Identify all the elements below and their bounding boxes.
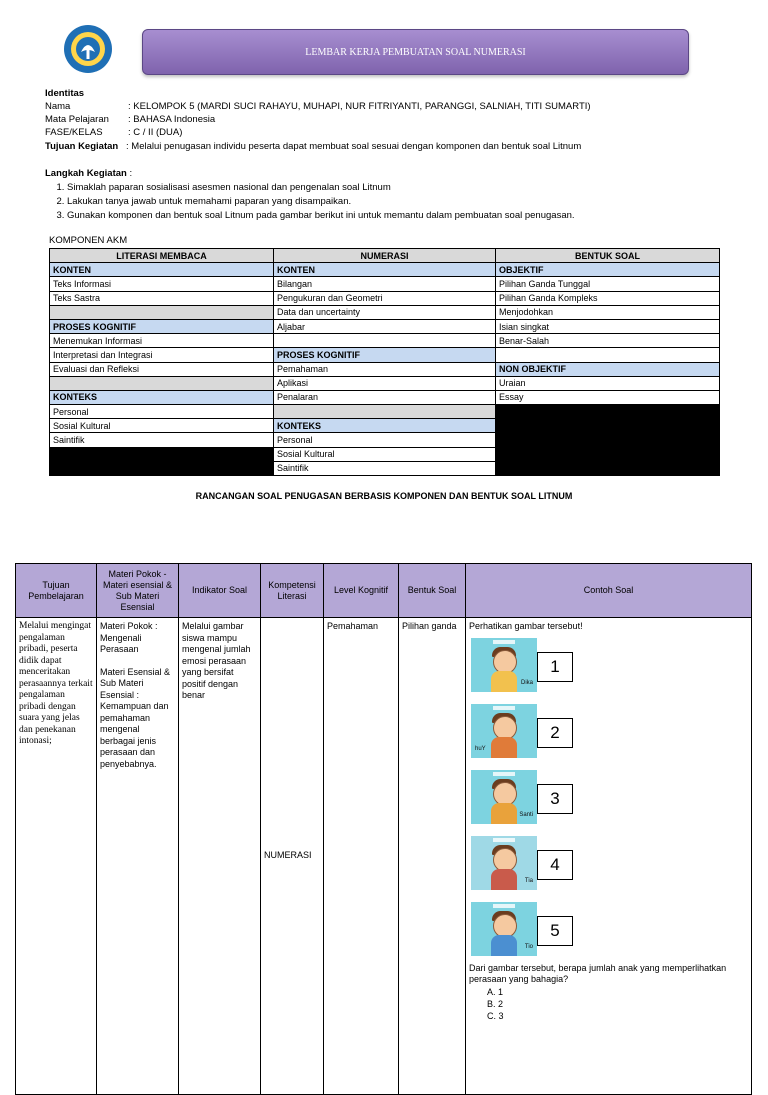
akm-components-table [49, 248, 720, 476]
table-row [50, 447, 720, 461]
table-header-row [50, 249, 720, 263]
table-row [50, 263, 720, 277]
table-cell: Aljabar [274, 319, 496, 333]
table-cell: Evaluasi dan Refleksi [50, 362, 274, 376]
table-row [50, 319, 720, 333]
field-value-fase: : C / II (DUA) [128, 127, 183, 138]
table-cell: Pengukuran dan Geometri [274, 291, 496, 305]
table-cell: Saintifik [274, 461, 496, 475]
answer-option: B. 2 [487, 998, 504, 1009]
table-row [50, 348, 720, 362]
shirt [491, 869, 517, 890]
col-header-numerasi: NUMERASI [274, 249, 496, 263]
table-cell: Pilihan Ganda Kompleks [496, 291, 720, 305]
col-header-contoh: Contoh Soal [466, 564, 752, 618]
table-cell [50, 305, 274, 319]
table-cell: OBJEKTIF [496, 263, 720, 277]
field-value-mapel: : BAHASA Indonesia [128, 114, 216, 125]
table-cell: Personal [50, 405, 274, 419]
child-name: Tia [524, 878, 533, 884]
picture-item-4 [471, 836, 537, 890]
table-cell: KONTEN [274, 263, 496, 277]
table-cell: Pilihan Ganda Tunggal [496, 277, 720, 291]
materi-cell [97, 618, 179, 1095]
shirt [491, 737, 517, 758]
materi-pokok: Materi Pokok : Mengenali Perasaan [100, 621, 158, 654]
col-header-tujuan: Tujuan Pembelajaran [16, 564, 97, 618]
worksheet-title-banner [142, 29, 689, 75]
child-name: huY [475, 746, 486, 752]
field-value-nama: : KELOMPOK 5 (MARDI SUCI RAHAYU, MUHAPI, NUR FITRIYANTI, PARANGGI, SALNIAH, TITI SUMARTI) [128, 101, 591, 112]
answer-option: A. 1 [487, 986, 504, 997]
shirt [491, 935, 517, 956]
identitas-heading: Identitas [45, 88, 85, 99]
table-cell [274, 405, 496, 419]
shirt [491, 803, 517, 824]
table-cell: Interpretasi dan Integrasi [50, 348, 274, 362]
rancangan-title: RANCANGAN SOAL PENUGASAN BERBASIS KOMPONEN DAN BENTUK SOAL LITNUM [195, 491, 573, 501]
table-cell: Aplikasi [274, 376, 496, 390]
col-header-bentuk: Bentuk Soal [399, 564, 466, 618]
field-label-nama: Nama [45, 101, 71, 112]
table-row [50, 305, 720, 319]
col-header-materi: Materi Pokok - Materi esensial & Sub Materi Esensial [97, 564, 179, 618]
table-cell: Menemukan Informasi [50, 334, 274, 348]
table-row [50, 362, 720, 376]
table-cell: Penalaran [274, 390, 496, 404]
table-cell: Isian singkat [496, 319, 720, 333]
table-cell [50, 447, 274, 461]
col-header-bentuk: BENTUK SOAL [496, 249, 720, 263]
picture-number-box: 5 [537, 916, 573, 946]
table-cell: Benar-Salah [496, 334, 720, 348]
field-label-fase: FASE/KELAS [45, 127, 103, 138]
table-row [50, 405, 720, 419]
langkah-colon: : [126, 168, 133, 179]
picture-number-box: 3 [537, 784, 573, 814]
rancangan-soal-table [15, 563, 752, 1095]
table-cell: Bilangan [274, 277, 496, 291]
step-item: 2. Lakukan tanya jawab untuk memahami paparan yang disampaikan. [67, 195, 745, 209]
picture-item-1 [471, 638, 537, 692]
table-row [50, 390, 720, 404]
akm-title: KOMPONEN AKM [49, 235, 128, 246]
child-emotion-picture [471, 638, 537, 692]
table-cell [496, 405, 720, 419]
table-cell: KONTEKS [274, 419, 496, 433]
step-item: 3. Gunakan komponen dan bentuk soal Litnum pada gambar berikut ini untuk memantu dalam pembuatan soal penugasan. [67, 209, 745, 223]
table-cell [274, 334, 496, 348]
table-row [16, 618, 752, 1095]
table-row [50, 277, 720, 291]
soal-intro: Perhatikan gambar tersebut! [469, 621, 583, 631]
langkah-heading-text: Langkah Kegiatan [45, 168, 127, 179]
col-header-indikator: Indikator Soal [179, 564, 261, 618]
table-cell: NON OBJEKTIF [496, 362, 720, 376]
tujuan-label: Tujuan Kegiatan [45, 141, 119, 152]
table-header-row [16, 564, 752, 618]
answer-option: C. 3 [487, 1010, 504, 1021]
table-row [50, 419, 720, 433]
table-row [50, 433, 720, 447]
table-cell: Teks Informasi [50, 277, 274, 291]
step-item: 1. Simaklah paparan sosialisasi asesmen nasional dan pengenalan soal Litnum [67, 181, 745, 195]
table-cell [496, 419, 720, 433]
child-emotion-picture [471, 902, 537, 956]
table-row [50, 291, 720, 305]
picture-number-box: 4 [537, 850, 573, 880]
level-cell: Pemahaman [324, 618, 399, 1095]
picture-number-box: 1 [537, 652, 573, 682]
picture-item-5 [471, 902, 537, 956]
table-cell: PROSES KOGNITIF [274, 348, 496, 362]
child-name: Dika [520, 680, 533, 686]
tut-wuri-handayani-logo-icon [63, 24, 113, 74]
field-label-mapel: Mata Pelajaran [45, 114, 109, 125]
table-cell [50, 461, 274, 475]
langkah-steps [45, 181, 745, 223]
table-cell: PROSES KOGNITIF [50, 319, 274, 333]
tujuan-value: : Melalui penugasan individu peserta dapat membuat soal sesuai dengan komponen dan bentuk soal Litnum [126, 141, 582, 152]
table-cell: Teks Sastra [50, 291, 274, 305]
table-cell: KONTEN [50, 263, 274, 277]
table-cell: Essay [496, 390, 720, 404]
child-name: Santi [519, 812, 533, 818]
table-cell: Sosial Kultural [274, 447, 496, 461]
child-emotion-picture [471, 704, 537, 758]
table-cell: Personal [274, 433, 496, 447]
bentuk-cell: Pilihan ganda [399, 618, 466, 1095]
table-cell [496, 447, 720, 461]
table-row [50, 334, 720, 348]
col-header-literasi: LITERASI MEMBACA [50, 249, 274, 263]
picture-item-2 [471, 704, 537, 758]
table-cell: Pemahaman [274, 362, 496, 376]
tujuan-cell: Melalui mengingat pengalaman pribadi, peserta didik dapat menceritakan perasaannya terkait pengalaman pribadi dengan suara yang jelas dan penekanan intonasi; [16, 618, 97, 1095]
table-cell: Menjodohkan [496, 305, 720, 319]
table-cell [50, 376, 274, 390]
table-cell [496, 461, 720, 475]
child-name: Tio [524, 944, 533, 950]
materi-esensial: Materi Esensial & Sub Materi Esensial : Kemampuan dan pemahaman mengenal berbagai jenis perasaan dan penyebabnya. [100, 666, 171, 769]
col-header-level: Level Kognitif [324, 564, 399, 618]
table-cell: Uraian [496, 376, 720, 390]
table-cell: Sosial Kultural [50, 419, 274, 433]
table-cell: Saintifik [50, 433, 274, 447]
table-row [50, 461, 720, 475]
question-text: Dari gambar tersebut, berapa jumlah anak yang memperlihatkan perasaan yang bahagia? [469, 962, 727, 984]
table-row [50, 376, 720, 390]
indikator-cell: Melalui gambar siswa mampu mengenal jumlah emosi perasaan yang bersifat positif dengan benar [179, 618, 261, 1095]
table-cell [496, 348, 720, 362]
table-cell: Data dan uncertainty [274, 305, 496, 319]
table-cell: KONTEKS [50, 390, 274, 404]
picture-list [469, 633, 748, 963]
child-emotion-picture [471, 836, 537, 890]
kompetensi-cell: NUMERASI [261, 618, 324, 1095]
picture-item-3 [471, 770, 537, 824]
picture-number-box: 2 [537, 718, 573, 748]
banner-title: LEMBAR KERJA PEMBUATAN SOAL NUMERASI [305, 46, 526, 58]
contoh-soal-cell [466, 618, 752, 1095]
col-header-kompetensi: Kompetensi Literasi [261, 564, 324, 618]
langkah-heading [45, 168, 132, 180]
shirt [491, 671, 517, 692]
table-cell [496, 433, 720, 447]
child-emotion-picture [471, 770, 537, 824]
